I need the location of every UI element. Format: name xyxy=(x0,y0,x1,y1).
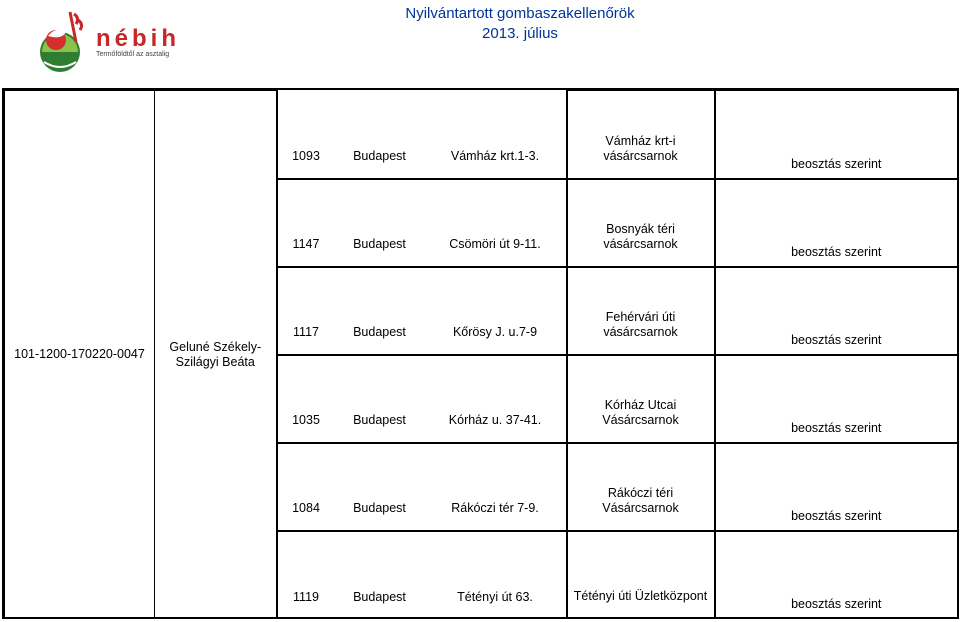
page-subtitle-date: 2013. július xyxy=(482,25,558,42)
zip: 1084 xyxy=(292,500,320,515)
market-cell xyxy=(567,355,715,443)
city-cell xyxy=(335,443,425,531)
market-name-line2: Vásárcsarnok xyxy=(602,500,679,515)
address: Csömöri út 9-11. xyxy=(449,236,541,251)
market-cell xyxy=(567,531,715,619)
inspector-id: 101-1200-170220-0047 xyxy=(14,347,145,361)
zip-cell xyxy=(277,267,335,355)
zip: 1035 xyxy=(292,412,320,427)
zip-cell xyxy=(277,355,335,443)
schedule-cell xyxy=(715,267,958,355)
market-name-line2: Vásárcsarnok xyxy=(602,412,679,427)
address: Vámház krt.1-3. xyxy=(450,148,540,163)
nebih-logo xyxy=(34,6,194,82)
zip: 1147 xyxy=(292,236,320,251)
city: Budapest xyxy=(353,500,406,515)
schedule-cell xyxy=(715,531,958,619)
city: Budapest xyxy=(353,412,406,427)
address-cell xyxy=(425,179,567,267)
zip-cell xyxy=(277,443,335,531)
zip-cell xyxy=(277,91,335,179)
inspector-table xyxy=(2,88,959,619)
market-name-line1: Tétényi úti Üzletközpont xyxy=(573,589,708,603)
city: Budapest xyxy=(353,589,406,604)
city: Budapest xyxy=(353,236,406,251)
address: Kórház u. 37-41. xyxy=(448,412,542,427)
schedule: beosztás szerint xyxy=(791,244,882,259)
market-name-line1: Kórház Utcai xyxy=(604,397,677,412)
market-name-line2: vásárcsarnok xyxy=(603,148,678,163)
schedule: beosztás szerint xyxy=(791,597,882,611)
schedule: beosztás szerint xyxy=(791,420,882,435)
address-cell xyxy=(425,355,567,443)
schedule-cell xyxy=(715,443,958,531)
schedule-cell xyxy=(715,179,958,267)
market-name-line2: vásárcsarnok xyxy=(603,236,678,251)
schedule: beosztás szerint xyxy=(791,332,882,347)
market-name-line2: vásárcsarnok xyxy=(603,324,678,339)
zip: 1093 xyxy=(292,148,320,163)
market-cell xyxy=(567,91,715,179)
city: Budapest xyxy=(353,148,406,163)
logo-text: nébih xyxy=(96,25,180,52)
city-cell xyxy=(335,355,425,443)
logo-emblem xyxy=(40,12,82,72)
inspector-name-cell xyxy=(155,91,277,619)
address-cell xyxy=(425,443,567,531)
city-cell xyxy=(335,179,425,267)
city: Budapest xyxy=(353,324,406,339)
schedule-cell xyxy=(715,91,958,179)
address-cell xyxy=(425,531,567,619)
city-cell xyxy=(335,267,425,355)
city-cell xyxy=(335,91,425,179)
schedule: beosztás szerint xyxy=(791,156,882,171)
market-name-line1: Bosnyák téri xyxy=(606,221,675,236)
address: Tétényi út 63. xyxy=(457,589,533,604)
address: Rákóczi tér 7-9. xyxy=(451,500,539,515)
schedule: beosztás szerint xyxy=(791,508,882,523)
title-block xyxy=(300,4,740,44)
zip-cell xyxy=(277,531,335,619)
zip-cell xyxy=(277,179,335,267)
zip: 1119 xyxy=(293,589,319,604)
page-title: Nyilvántartott gombaszakellenőrök xyxy=(405,5,635,22)
zip: 1117 xyxy=(293,324,319,339)
page-header xyxy=(0,0,960,88)
market-name-line1: Vámház krt-i xyxy=(605,133,676,148)
inspector-name: Geluné Székely-Szilágyi Beáta xyxy=(169,339,262,369)
city-cell xyxy=(335,531,425,619)
market-name-line1: Fehérvári úti xyxy=(605,309,676,324)
address-cell xyxy=(425,91,567,179)
address-cell xyxy=(425,267,567,355)
table-row xyxy=(5,91,958,179)
market-cell xyxy=(567,179,715,267)
schedule-cell xyxy=(715,355,958,443)
logo-subtitle: Termőföldtől az asztalig xyxy=(96,51,170,58)
market-name-line1: Rákóczi téri xyxy=(607,485,674,500)
address: Kőrösy J. u.7-9 xyxy=(452,324,538,339)
market-cell xyxy=(567,443,715,531)
inspector-id-cell xyxy=(5,91,155,619)
market-cell xyxy=(567,267,715,355)
